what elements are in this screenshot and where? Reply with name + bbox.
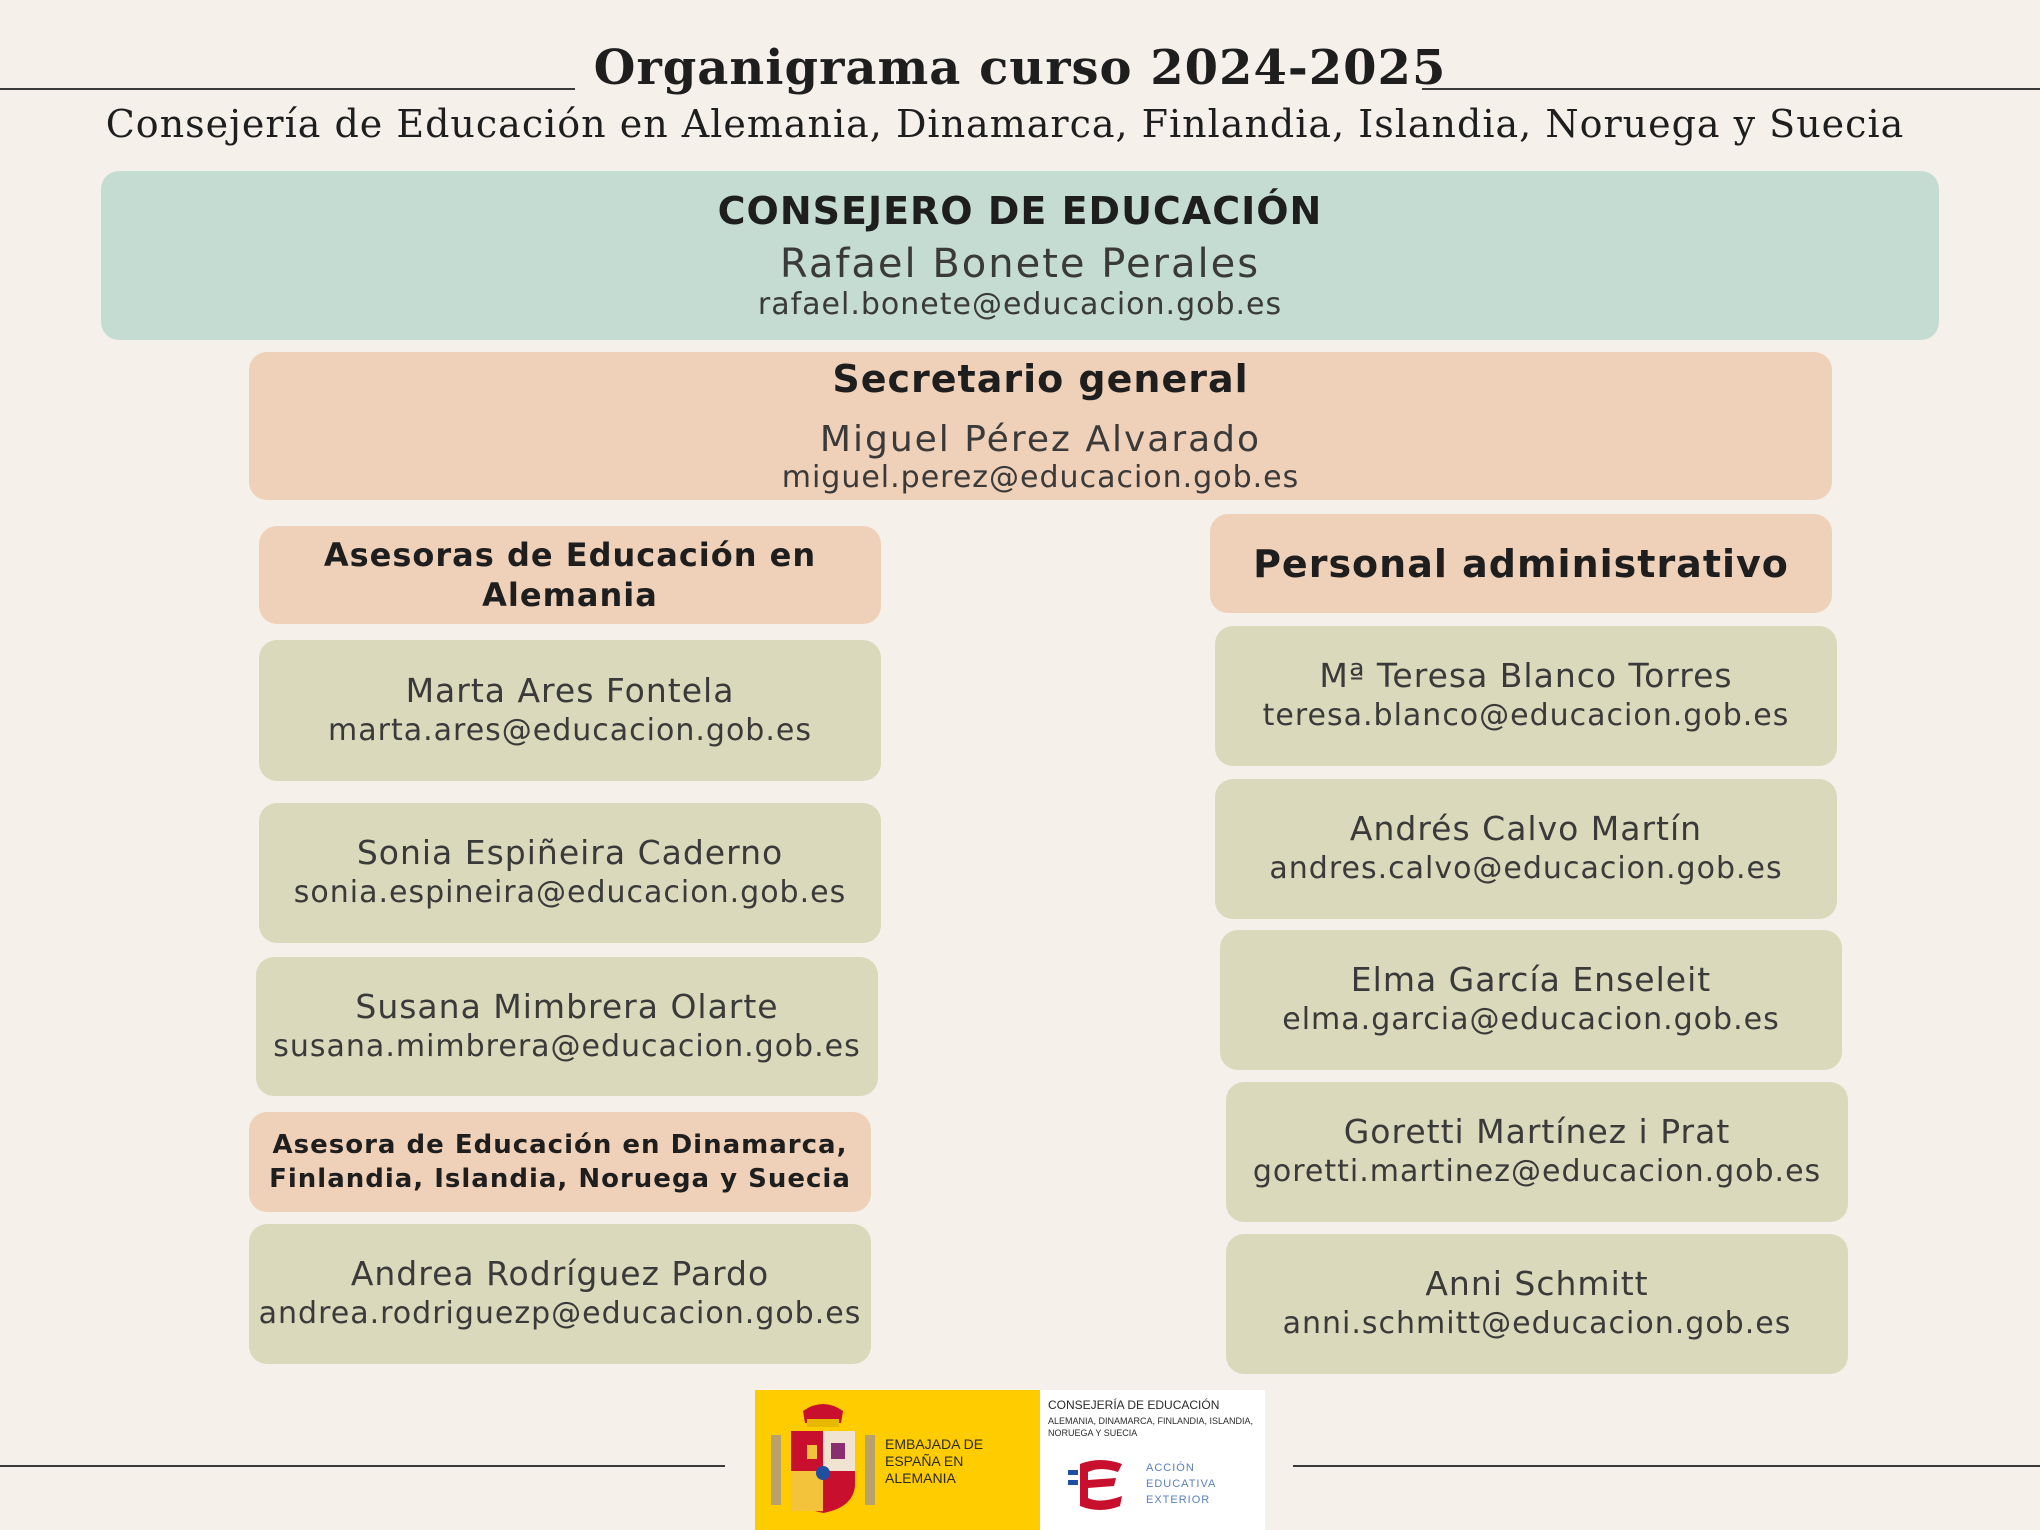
person-email: andrea.rodriguezp@educacion.gob.es: [258, 1296, 862, 1331]
footer-rule-left: [0, 1465, 725, 1467]
page-subtitle: Consejería de Educación en Alemania, Dinamarca, Finlandia, Islandia, Noruega y Suecia: [105, 102, 1905, 146]
person-email: andres.calvo@educacion.gob.es: [1269, 851, 1783, 886]
footer-rule-right: [1293, 1465, 2040, 1467]
consejero-name: Rafael Bonete Perales: [779, 241, 1261, 287]
person-card: [249, 1224, 871, 1364]
accion-educativa-text: ACCIÓN EDUCATIVA EXTERIOR: [1146, 1462, 1216, 1506]
asesoras-alemania-heading: Asesoras de Educación en Alemania: [323, 536, 817, 614]
person-email: teresa.blanco@educacion.gob.es: [1262, 698, 1790, 733]
person-email: sonia.espineira@educacion.gob.es: [293, 875, 847, 910]
asesoras-alemania-header: [259, 526, 881, 624]
person-name: Andrea Rodríguez Pardo: [350, 1254, 770, 1293]
person-card: [256, 957, 878, 1096]
secretario-email: miguel.perez@educacion.gob.es: [781, 460, 1300, 495]
secretario-name: Miguel Pérez Alvarado: [819, 419, 1262, 460]
personal-administrativo-heading: Personal administrativo: [1253, 541, 1789, 586]
consejeria-title: CONSEJERÍA DE EDUCACIÓN: [1048, 1398, 1220, 1412]
person-email: anni.schmitt@educacion.gob.es: [1282, 1306, 1792, 1341]
coat-of-arms-icon: [763, 1395, 883, 1525]
accion-educativa-icon: [1060, 1456, 1140, 1520]
person-email: goretti.martinez@educacion.gob.es: [1252, 1154, 1822, 1189]
person-card: [1226, 1234, 1848, 1374]
embajada-logo: [755, 1390, 1040, 1530]
person-card: [259, 803, 881, 943]
person-card: [1215, 626, 1837, 766]
person-name: Susana Mimbrera Olarte: [355, 986, 779, 1026]
person-card: [1215, 779, 1837, 919]
person-name: Sonia Espiñeira Caderno: [356, 833, 784, 872]
consejeria-text: [1048, 1396, 1263, 1439]
asesora-nordicos-heading: Asesora de Educación en Dinamarca, Finlandia, Islandia, Noruega y Suecia: [269, 1130, 851, 1194]
person-email: susana.mimbrera@educacion.gob.es: [273, 1028, 861, 1064]
person-name: Goretti Martínez i Prat: [1343, 1112, 1731, 1151]
institutional-logo: [755, 1390, 1265, 1530]
person-name: Andrés Calvo Martín: [1349, 809, 1703, 848]
consejeria-subtitle: ALEMANIA, DINAMARCA, FINLANDIA, ISLANDIA, NORUEGA Y SUECIA: [1048, 1416, 1254, 1438]
consejeria-logo: [1040, 1390, 1265, 1530]
person-card: [1226, 1082, 1848, 1222]
person-name: Mª Teresa Blanco Torres: [1319, 656, 1733, 695]
page-title: Organigrama curso 2024-2025: [593, 40, 1447, 96]
secretario-card: [249, 352, 1832, 500]
header-rule-right: [1422, 88, 2040, 90]
embajada-text: EMBAJADA DE ESPAÑA EN ALEMANIA: [885, 1436, 984, 1486]
consejero-email: rafael.bonete@educacion.gob.es: [757, 287, 1283, 322]
secretario-role: Secretario general: [832, 357, 1249, 401]
person-name: Marta Ares Fontela: [405, 670, 735, 710]
personal-administrativo-header: [1210, 514, 1832, 613]
asesora-nordicos-header: [249, 1112, 871, 1212]
consejero-role: CONSEJERO DE EDUCACIÓN: [717, 189, 1323, 233]
person-card: [259, 640, 881, 781]
person-email: marta.ares@educacion.gob.es: [328, 712, 812, 748]
person-name: Elma García Enseleit: [1350, 960, 1712, 999]
consejero-card: [101, 171, 1939, 340]
person-name: Anni Schmitt: [1425, 1264, 1649, 1303]
header-rule-left: [0, 88, 575, 90]
person-card: [1220, 930, 1842, 1070]
person-email: elma.garcia@educacion.gob.es: [1282, 1002, 1780, 1037]
